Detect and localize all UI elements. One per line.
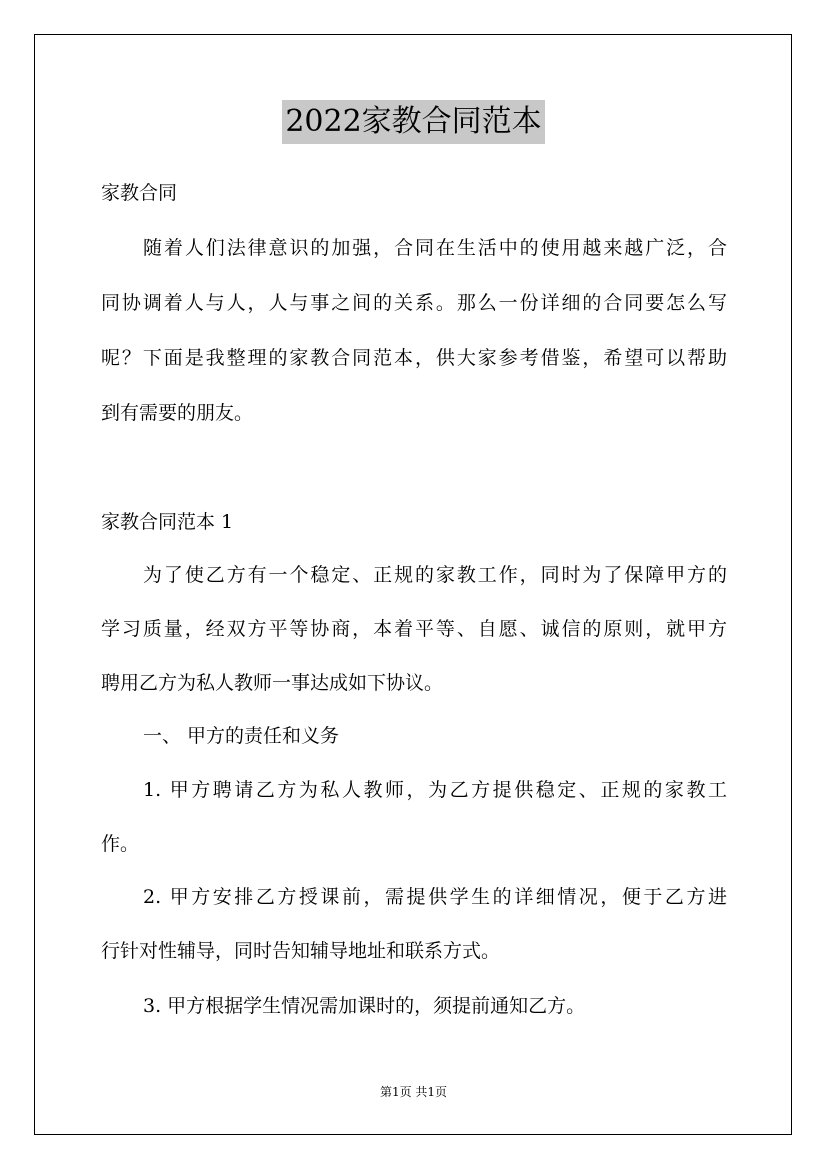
item2-line-1: 2. 甲方安排乙方授课前，需提供学生的详细情况，便于乙方进 — [143, 886, 727, 908]
item3-line: 3. 甲方根据学生情况需加课时的，须提前通知乙方。 — [143, 995, 586, 1017]
intro-line-1: 随着人们法律意识的加强，合同在生活中的使用越来越广泛，合 — [143, 237, 727, 259]
item1-line-1: 1. 甲方聘请乙方为私人教师，为乙方提供稳定、正规的家教工 — [143, 779, 727, 801]
page-number: 第1页 共1页 — [379, 1085, 448, 1099]
item2-line-2: 行针对性辅导，同时告知辅导地址和联系方式。 — [101, 940, 501, 962]
intro-line-4: 到有需要的朋友。 — [101, 402, 254, 424]
item1-line-2: 作。 — [101, 833, 140, 855]
para1-line-3: 聘用乙方为私人教师一事达成如下协议。 — [101, 672, 444, 694]
para1-line-1: 为了使乙方有一个稳定、正规的家教工作，同时为了保障甲方的 — [143, 564, 727, 586]
document-title: 2022家教合同范本 — [282, 100, 544, 144]
para1-line-2: 学习质量，经双方平等协商，本着平等、自愿、诚信的原则，就甲方 — [101, 618, 727, 640]
heading-contract: 家教合同 — [101, 182, 178, 204]
intro-line-3: 呢？下面是我整理的家教合同范本，供大家参考借鉴，希望可以帮助 — [101, 347, 727, 369]
heading-sample-1: 家教合同范本 1 — [101, 511, 234, 533]
intro-line-2: 同协调着人与人，人与事之间的关系。那么一份详细的合同要怎么写 — [101, 292, 727, 314]
section-heading-1: 一、 甲方的责任和义务 — [143, 725, 340, 747]
title-container — [0, 100, 827, 144]
